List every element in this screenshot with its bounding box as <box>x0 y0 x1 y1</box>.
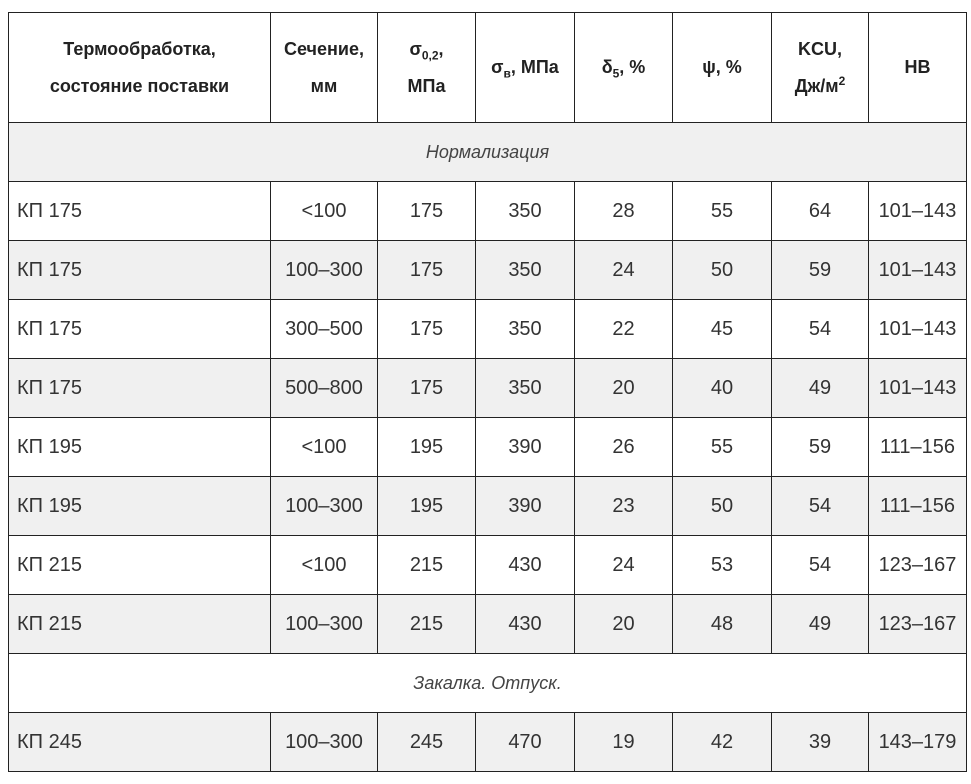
cell-reduction: 55 <box>673 182 772 241</box>
cell-hb: 101–143 <box>869 300 967 359</box>
cell-section: <100 <box>271 418 378 477</box>
cell-grade: КП 215 <box>9 536 271 595</box>
cell-yield: 195 <box>378 477 476 536</box>
cell-section: 500–800 <box>271 359 378 418</box>
header-symbol: σ <box>491 57 504 77</box>
cell-tensile: 350 <box>476 300 575 359</box>
cell-reduction: 55 <box>673 418 772 477</box>
cell-reduction: 42 <box>673 713 772 772</box>
cell-hb: 101–143 <box>869 182 967 241</box>
header-superscript: 2 <box>838 73 846 88</box>
cell-section: 100–300 <box>271 241 378 300</box>
cell-elongation: 23 <box>575 477 673 536</box>
cell-kcu: 59 <box>772 241 869 300</box>
table-row <box>9 359 967 418</box>
header-reduction-of-area <box>673 13 772 123</box>
cell-grade: КП 175 <box>9 241 271 300</box>
cell-hb: 111–156 <box>869 418 967 477</box>
cell-grade: КП 175 <box>9 182 271 241</box>
cell-kcu: 54 <box>772 536 869 595</box>
header-text: состояние поставки <box>49 75 230 96</box>
cell-hb: 123–167 <box>869 595 967 654</box>
header-text: KCU, <box>798 38 842 59</box>
cell-yield: 175 <box>378 182 476 241</box>
cell-kcu: 59 <box>772 418 869 477</box>
cell-yield: 175 <box>378 241 476 300</box>
cell-grade: КП 175 <box>9 300 271 359</box>
cell-tensile: 430 <box>476 595 575 654</box>
table-row <box>9 418 967 477</box>
header-text: мм <box>310 75 338 96</box>
header-text: ψ, % <box>702 57 742 77</box>
header-symbol: δ <box>601 57 613 77</box>
header-text: МПа <box>407 75 446 96</box>
table-row <box>9 182 967 241</box>
cell-yield: 175 <box>378 300 476 359</box>
cell-grade: КП 175 <box>9 359 271 418</box>
header-impact-toughness <box>772 13 869 123</box>
cell-section: 300–500 <box>271 300 378 359</box>
header-yield-strength <box>378 13 476 123</box>
cell-elongation: 24 <box>575 536 673 595</box>
cell-yield: 215 <box>378 536 476 595</box>
cell-reduction: 40 <box>673 359 772 418</box>
table-row <box>9 241 967 300</box>
table-body <box>9 123 967 772</box>
cell-tensile: 470 <box>476 713 575 772</box>
header-text: HB <box>904 57 931 77</box>
cell-section: 100–300 <box>271 713 378 772</box>
section-title: Закалка. Отпуск. <box>9 654 967 713</box>
cell-elongation: 24 <box>575 241 673 300</box>
header-section <box>271 13 378 123</box>
cell-kcu: 64 <box>772 182 869 241</box>
cell-yield: 215 <box>378 595 476 654</box>
cell-kcu: 54 <box>772 300 869 359</box>
section-row <box>9 123 967 182</box>
cell-tensile: 390 <box>476 418 575 477</box>
cell-section: <100 <box>271 182 378 241</box>
cell-kcu: 39 <box>772 713 869 772</box>
mechanical-properties-table <box>8 12 967 772</box>
cell-tensile: 350 <box>476 182 575 241</box>
header-text: , <box>438 38 444 59</box>
cell-tensile: 390 <box>476 477 575 536</box>
cell-tensile: 430 <box>476 536 575 595</box>
cell-grade: КП 195 <box>9 418 271 477</box>
cell-section: 100–300 <box>271 477 378 536</box>
table-row <box>9 536 967 595</box>
header-tensile-strength <box>476 13 575 123</box>
table-row <box>9 595 967 654</box>
cell-grade: КП 245 <box>9 713 271 772</box>
header-subscript: в <box>503 66 511 81</box>
header-symbol: σ <box>409 38 422 59</box>
cell-tensile: 350 <box>476 241 575 300</box>
cell-elongation: 28 <box>575 182 673 241</box>
cell-hb: 143–179 <box>869 713 967 772</box>
cell-tensile: 350 <box>476 359 575 418</box>
header-row <box>9 13 967 123</box>
cell-elongation: 19 <box>575 713 673 772</box>
table-row <box>9 713 967 772</box>
header-text: Термообработка, <box>63 38 216 59</box>
header-elongation <box>575 13 673 123</box>
cell-kcu: 49 <box>772 595 869 654</box>
cell-hb: 101–143 <box>869 241 967 300</box>
header-text: Дж/м <box>794 75 839 96</box>
cell-yield: 175 <box>378 359 476 418</box>
cell-hb: 111–156 <box>869 477 967 536</box>
cell-elongation: 20 <box>575 595 673 654</box>
header-text: , % <box>619 57 646 77</box>
header-subscript: 5 <box>612 66 620 81</box>
cell-yield: 195 <box>378 418 476 477</box>
cell-section: <100 <box>271 536 378 595</box>
cell-reduction: 48 <box>673 595 772 654</box>
cell-elongation: 20 <box>575 359 673 418</box>
cell-reduction: 45 <box>673 300 772 359</box>
cell-elongation: 26 <box>575 418 673 477</box>
cell-reduction: 53 <box>673 536 772 595</box>
header-subscript: 0,2 <box>421 48 439 63</box>
cell-elongation: 22 <box>575 300 673 359</box>
cell-reduction: 50 <box>673 477 772 536</box>
header-text: Сечение, <box>284 38 364 59</box>
section-title: Нормализация <box>9 123 967 182</box>
cell-section: 100–300 <box>271 595 378 654</box>
cell-grade: КП 215 <box>9 595 271 654</box>
cell-yield: 245 <box>378 713 476 772</box>
cell-kcu: 49 <box>772 359 869 418</box>
header-hardness <box>869 13 967 123</box>
section-row <box>9 654 967 713</box>
cell-grade: КП 195 <box>9 477 271 536</box>
header-text: , МПа <box>510 57 559 77</box>
cell-hb: 123–167 <box>869 536 967 595</box>
cell-hb: 101–143 <box>869 359 967 418</box>
cell-reduction: 50 <box>673 241 772 300</box>
cell-kcu: 54 <box>772 477 869 536</box>
table-row <box>9 477 967 536</box>
header-heat-treatment <box>9 13 271 123</box>
table-row <box>9 300 967 359</box>
